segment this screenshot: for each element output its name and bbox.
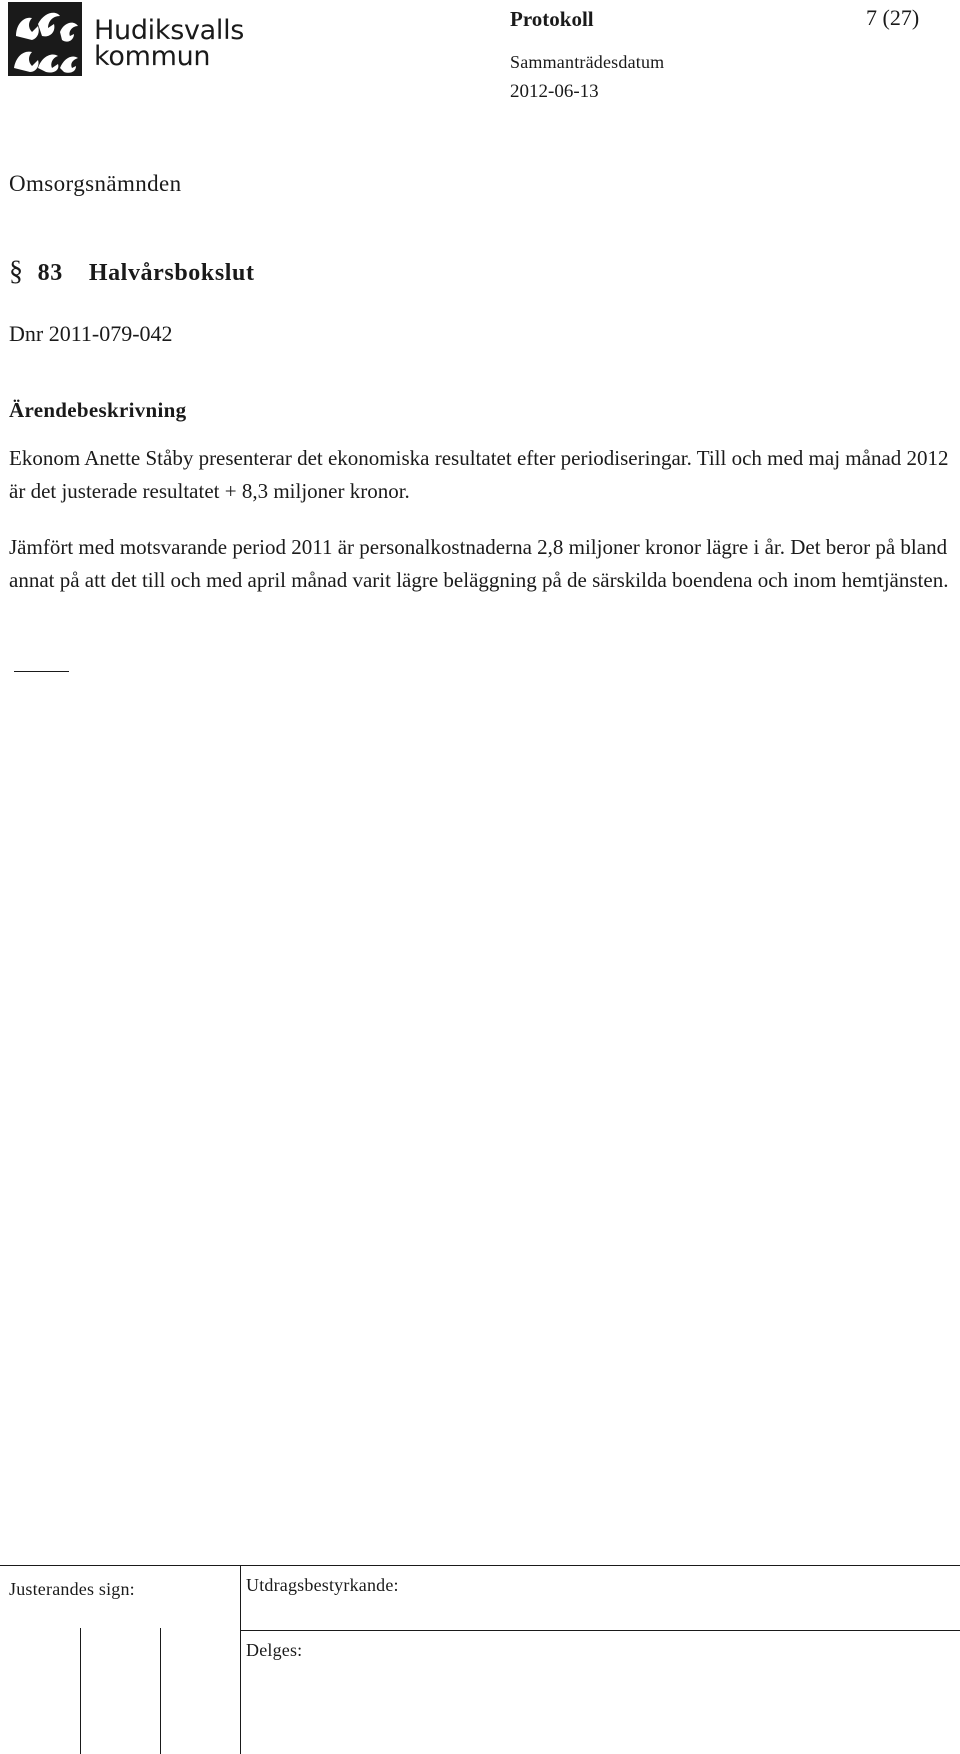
meeting-date: 2012-06-13 [510, 81, 599, 102]
section-number: 83 [37, 260, 63, 286]
goat-emblem-icon [8, 2, 82, 76]
end-divider [14, 671, 69, 672]
municipality-logo [8, 2, 248, 76]
meeting-date-label: Sammanträdesdatum [510, 52, 665, 72]
signature-box-divider-2 [160, 1628, 161, 1754]
section-symbol: § [9, 256, 24, 287]
document-type: Protokoll [510, 7, 594, 31]
footer-top-rule [0, 1565, 960, 1566]
delges-label: Delges: [246, 1640, 303, 1660]
logo-line-1: Hudiksvalls [94, 15, 245, 46]
utdragsbestyrkande-label: Utdragsbestyrkande: [246, 1575, 399, 1595]
justerandes-sign-label: Justerandes sign: [9, 1579, 135, 1599]
diary-number: Dnr 2011-079-042 [9, 321, 173, 346]
section-title: Halvårsbokslut [88, 260, 255, 286]
section-heading [9, 256, 255, 288]
logo-line-2: kommun [94, 41, 211, 72]
case-paragraph-1: Ekonom Anette Ståby presenterar det ekonomiska resultatet efter periodiseringar. Till och med maj månad 2012 är det justerade resultatet + 8,3 miljoner kronor. [9, 446, 949, 503]
case-paragraph-2: Jämfört med motsvarande period 2011 är personalkostnaderna 2,8 miljoner kronor lägre i år. Det beror på bland annat på att det till och med april månad varit lägre beläggning på de särskilda boendena och inom hemtjänsten. [9, 535, 949, 592]
footer-column-divider [240, 1565, 241, 1754]
committee-name: Omsorgsnämnden [9, 171, 182, 196]
footer-middle-rule [240, 1630, 960, 1631]
page-number: 7 (27) [866, 5, 920, 30]
case-heading: Ärendebeskrivning [9, 398, 187, 422]
logo-wordmark [94, 15, 245, 72]
signature-box-divider-1 [80, 1628, 81, 1754]
